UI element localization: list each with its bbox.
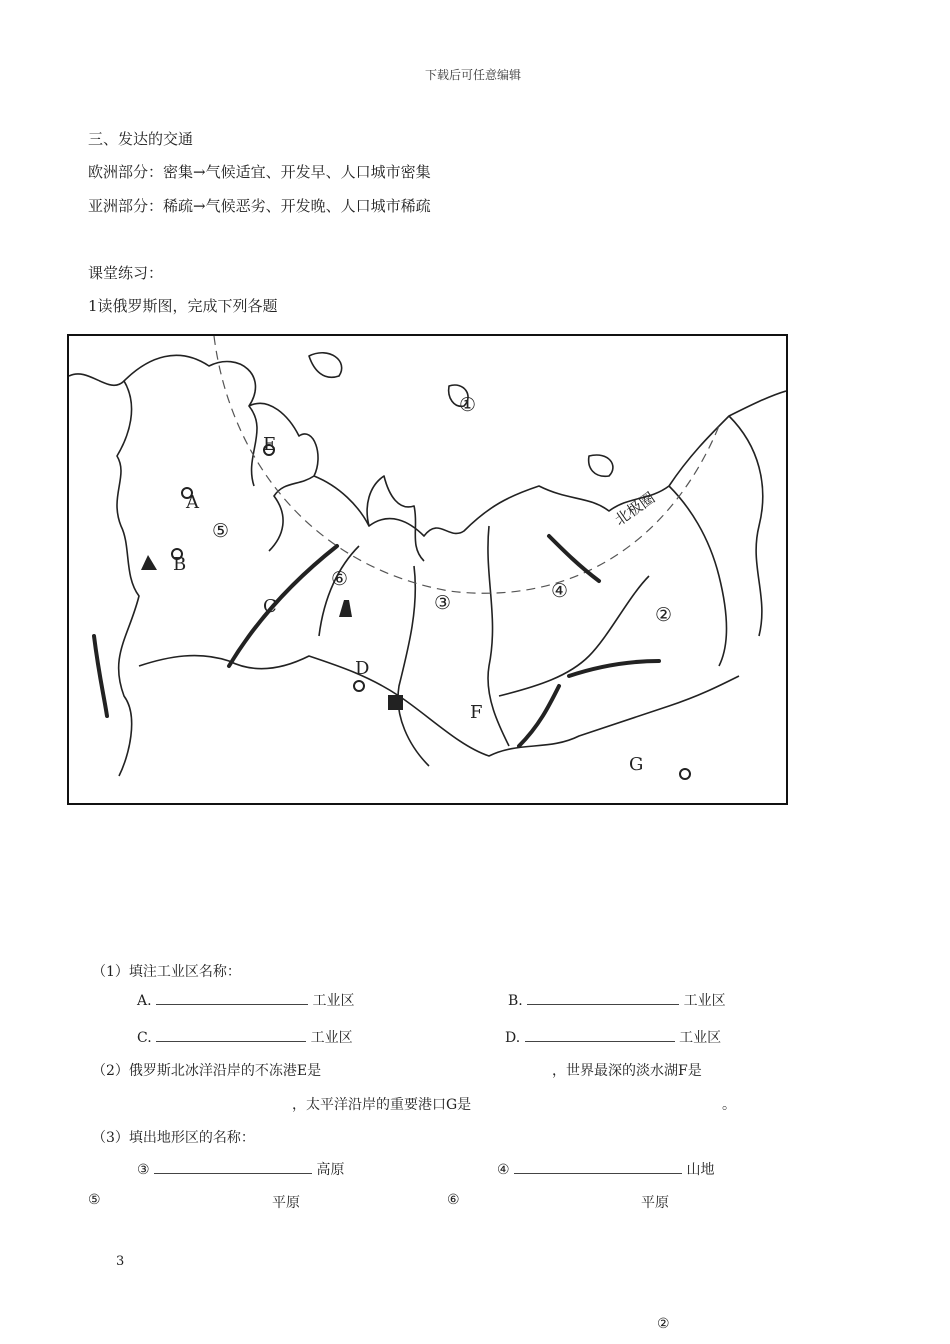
marker-D — [354, 681, 364, 691]
asia-line: 亚洲部分：稀疏→气候恶劣、开发晚、人口城市稀疏 — [88, 197, 431, 215]
label-B: B — [173, 554, 187, 575]
q3-title: （3）填出地形区的名称： — [92, 1130, 255, 1146]
label-F: F — [470, 702, 483, 723]
prefix-C: C. — [137, 1030, 152, 1046]
answer-row-C — [137, 1027, 353, 1047]
novaya-zemlya — [309, 353, 342, 378]
river-yenisei — [488, 526, 509, 746]
arctic-circle-label: 北极圈 — [611, 488, 659, 530]
q3-suffix-3: 高原 — [316, 1162, 345, 1178]
header-note: 下载后可任意编辑 — [425, 68, 522, 82]
blank-region-4[interactable] — [514, 1159, 682, 1174]
river-ob — [398, 566, 429, 766]
suffix-D: 工业区 — [679, 1030, 722, 1046]
prefix-D: D. — [505, 1030, 521, 1046]
q3-region-4: ④ — [497, 1162, 510, 1178]
square-symbol — [388, 695, 403, 710]
verkhoyansk-mountains — [549, 536, 599, 581]
river-volga — [319, 546, 359, 636]
river-lena — [499, 576, 649, 696]
label-A: A — [186, 492, 199, 513]
q3-suffix-4: 山地 — [686, 1162, 715, 1178]
far-east-line — [669, 486, 727, 666]
q2-part1: （2）俄罗斯北冰洋沿岸的不冻港E是 — [92, 1063, 322, 1079]
q3-row-3 — [137, 1159, 344, 1179]
triangle-symbol — [141, 555, 157, 570]
answer-row-D — [505, 1027, 721, 1047]
q2-part3: ，太平洋沿岸的重要港口G是 — [292, 1097, 472, 1113]
q3-region-5: ⑤ — [88, 1192, 101, 1208]
label-C: C — [263, 596, 277, 617]
sayan-mountains — [519, 686, 559, 746]
q3-row-4 — [497, 1159, 714, 1179]
blank-C[interactable] — [156, 1027, 306, 1042]
region-4: ④ — [551, 580, 569, 602]
suffix-A: 工业区 — [312, 993, 355, 1009]
practice-heading: 课堂练习： — [88, 264, 164, 282]
arctic-circle — [214, 336, 719, 593]
q3-suffix-5: 平原 — [272, 1195, 300, 1211]
label-E: E — [263, 434, 277, 455]
blank-D[interactable] — [525, 1027, 675, 1042]
region-1: ① — [459, 394, 477, 416]
stanovoy-mountains — [569, 661, 659, 676]
page-number: 3 — [116, 1254, 125, 1269]
q3-region-6: ⑥ — [447, 1192, 460, 1208]
island-east — [589, 455, 613, 476]
suffix-B: 工业区 — [683, 993, 726, 1009]
blank-A[interactable] — [156, 990, 308, 1005]
north-coast-line — [314, 391, 786, 536]
answer-row-B — [508, 990, 726, 1010]
suffix-C: 工业区 — [310, 1030, 353, 1046]
south-border-line — [139, 656, 739, 756]
region-2: ② — [655, 604, 673, 626]
answer-row-A — [137, 990, 354, 1010]
region-6: ⑥ — [331, 568, 349, 590]
scandinavia-line — [124, 355, 257, 486]
europe-line: 欧洲部分：密集→气候适宜、开发早、人口城市密集 — [88, 163, 431, 181]
trapezoid-symbol — [339, 600, 352, 617]
q1-title: （1）填注工业区名称： — [92, 964, 241, 980]
q3-region-3: ③ — [137, 1162, 150, 1178]
caucasus-mountains — [94, 636, 107, 716]
q2-part2: ，世界最深的淡水湖F是 — [552, 1063, 702, 1079]
prefix-B: B. — [508, 993, 523, 1009]
region-5: ⑤ — [212, 520, 230, 542]
trailing-mark: ② — [657, 1316, 670, 1332]
blank-region-3[interactable] — [154, 1159, 312, 1174]
west-coast-line — [69, 374, 139, 776]
marker-G — [680, 769, 690, 779]
q3-suffix-6: 平原 — [641, 1195, 669, 1211]
section-title: 三、发达的交通 — [88, 130, 194, 148]
label-G: G — [629, 754, 644, 775]
ural-mountains — [229, 546, 337, 666]
label-D: D — [355, 658, 370, 679]
q2-end: 。 — [722, 1097, 736, 1113]
q1-intro: 1读俄罗斯图，完成下列各题 — [88, 297, 278, 315]
blank-B[interactable] — [527, 990, 679, 1005]
kamchatka-line — [729, 416, 763, 636]
russia-map — [67, 334, 788, 805]
region-3: ③ — [434, 592, 452, 614]
kola-line — [249, 403, 318, 551]
prefix-A: A. — [137, 993, 152, 1009]
